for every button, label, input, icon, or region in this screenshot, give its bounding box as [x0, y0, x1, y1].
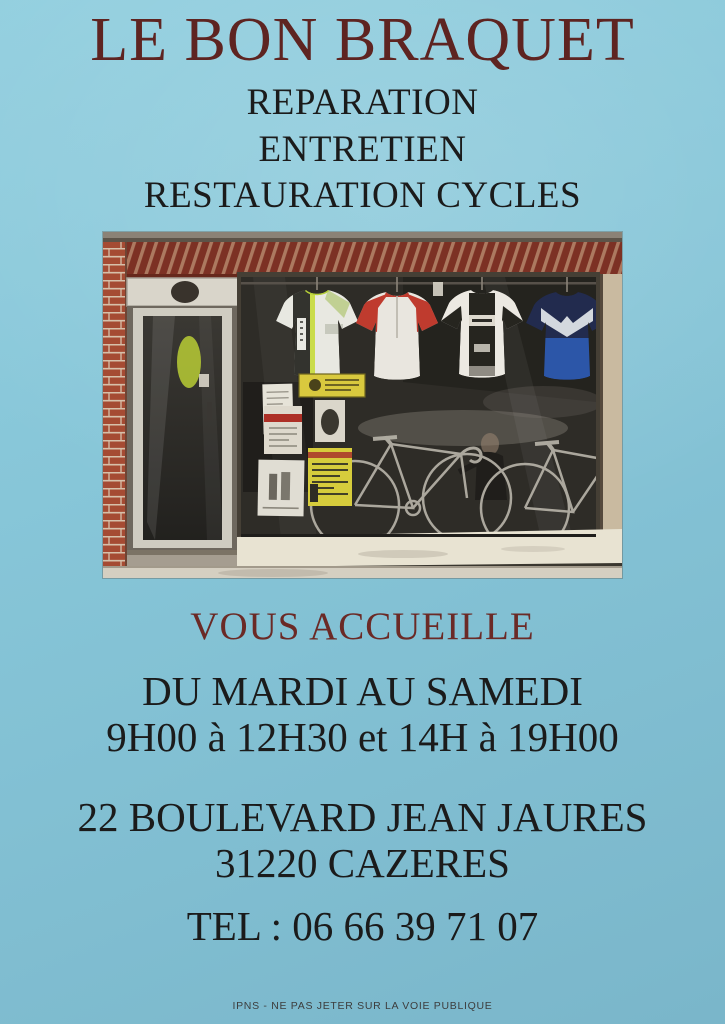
- schedule-days: DU MARDI AU SAMEDI: [142, 667, 583, 714]
- welcome-line: VOUS ACCUEILLE: [190, 604, 535, 648]
- storefront-photo: [103, 232, 622, 578]
- schedule-hours: 9H00 à 12H30 et 14H à 19H00: [106, 713, 619, 760]
- footer-note: IPNS - NE PAS JETER SUR LA VOIE PUBLIQUE: [232, 1000, 493, 1012]
- hi-vis-vest: [177, 336, 201, 388]
- service-line-restauration: RESTAURATION CYCLES: [143, 175, 582, 217]
- glass-tag: [433, 282, 443, 296]
- door-sign: [199, 374, 209, 387]
- transom-ornament: [171, 281, 199, 303]
- poster-dark-image: [315, 400, 345, 442]
- shop-window: [237, 272, 622, 567]
- schedule-block: [106, 669, 618, 761]
- address-street: 22 BOULEVARD JEAN JAURES: [77, 793, 648, 840]
- address-city: 31220 CAZERES: [214, 839, 510, 886]
- service-line-entretien: ENTRETIEN: [258, 128, 467, 170]
- address-block: [78, 795, 648, 887]
- services-list: [144, 80, 581, 220]
- poster-yellow-plaque: [299, 374, 365, 397]
- right-wall: [603, 274, 622, 539]
- poster-yellow-flyer: [308, 448, 352, 506]
- phone-line: TEL : 06 66 39 71 07: [186, 902, 539, 949]
- shop-title: LE BON BRAQUET: [90, 6, 635, 74]
- hanging-rail: [241, 282, 596, 285]
- poster-product: [258, 460, 305, 517]
- poster-red-band: [264, 406, 302, 454]
- storefront-illustration: [103, 232, 622, 578]
- service-line-reparation: REPARATION: [246, 82, 479, 124]
- brick-lintel: [103, 242, 622, 274]
- brick-column: [103, 242, 125, 566]
- door-handle: [207, 402, 212, 420]
- entrance-door: [127, 278, 238, 566]
